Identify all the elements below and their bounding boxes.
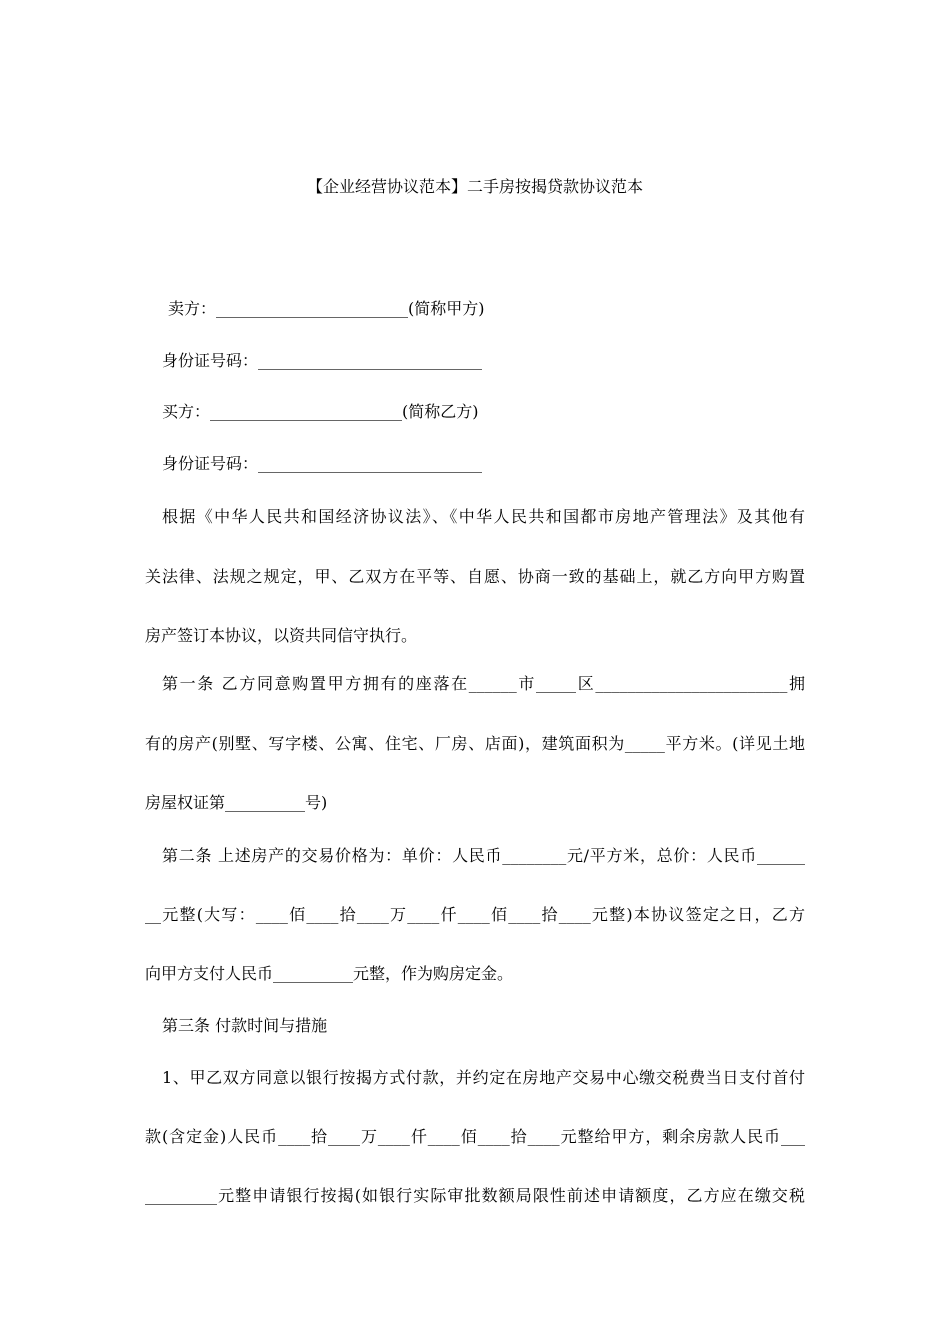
preamble-line-3: 房产签订本协议，以资共同信守执行。 <box>145 626 418 645</box>
article-1-line-2: 有的房产(别墅、写字楼、公寓、住宅、厂房、店面)，建筑面积为_____平方米。(详见土地 <box>145 734 805 753</box>
article-2-line-3: 向甲方支付人民币__________元整，作为购房定金。 <box>145 964 514 983</box>
document-title: 【企业经营协议范本】二手房按揭贷款协议范本 <box>306 177 643 196</box>
preamble-line-1: 根据《中华人民共和国经济协议法》、《中华人民共和国都市房地产管理法》及其他有 <box>162 507 805 526</box>
seller-line: 卖方：________________________(简称甲方) <box>168 299 485 318</box>
seller-id-line: 身份证号码：____________________________ <box>162 351 483 370</box>
article-1-line-3: 房屋权证第__________号) <box>145 793 328 812</box>
buyer-line: 买方：________________________(简称乙方) <box>162 402 479 421</box>
article-3-item-1-line-2: 款(含定金)人民币____拾____万____仟____佰____拾____元整给甲方，剩余房款人民币___ <box>145 1127 805 1146</box>
article-2-line-2: __元整(大写：____佰____拾____万____仟____佰____拾____元整)本协议签定之日，乙方 <box>145 905 805 924</box>
article-2-line-1: 第二条 上述房产的交易价格为：单价：人民币________元/平方米，总价：人民币______ <box>162 846 805 865</box>
article-1-line-1: 第一条 乙方同意购置甲方拥有的座落在______市_____区________________________拥 <box>162 674 805 693</box>
buyer-id-line: 身份证号码：____________________________ <box>162 454 483 473</box>
article-3-item-1-line-3: _________元整申请银行按揭(如银行实际审批数额局限性前述申请额度，乙方应在缴交税 <box>145 1186 805 1205</box>
article-3-item-1-line-1: 1、甲乙双方同意以银行按揭方式付款，并约定在房地产交易中心缴交税费当日支付首付 <box>162 1068 805 1087</box>
preamble-line-2: 关法律、法规之规定，甲、乙双方在平等、自愿、协商一致的基础上，就乙方向甲方购置 <box>145 567 805 586</box>
article-3-heading: 第三条 付款时间与措施 <box>162 1016 328 1035</box>
